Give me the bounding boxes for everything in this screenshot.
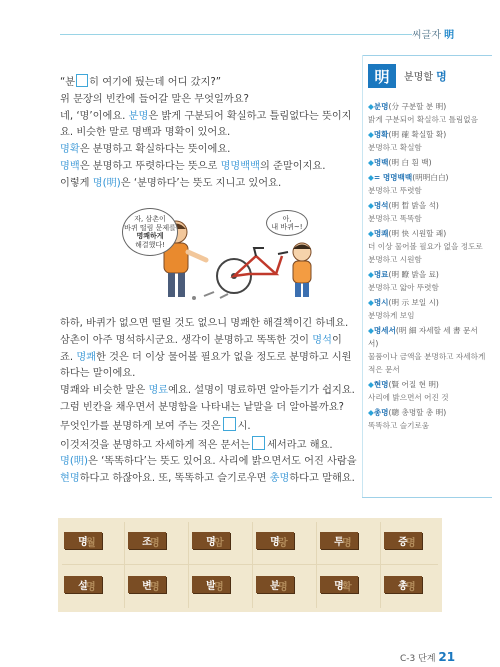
sidebar-item-word: 명백 bbox=[373, 158, 389, 167]
sidebar-item: ◆분명(分 구분할 분 明) 밝게 구분되어 확실하고 틀림없음 bbox=[368, 100, 490, 126]
word-tile-board bbox=[58, 518, 442, 612]
board-letter: 확 bbox=[342, 582, 352, 593]
speech-bubble-child: 아, 내 바퀴~! bbox=[266, 210, 308, 236]
sidebar-item: ◆명확(明 確 확실할 확) 분명하고 확실함 bbox=[368, 128, 490, 154]
word-tile: 발 bbox=[192, 576, 230, 593]
sidebar-item: ◆명백(明 白 흰 백) bbox=[368, 158, 432, 167]
sidebar-item-desc: 분명하게 보임 bbox=[368, 311, 415, 320]
sidebar-item-desc: 분명하고 똑똑함 bbox=[368, 214, 422, 223]
text-line: 이것저것을 분명하고 자세하게 적은 문서는 세서라고 해요. bbox=[60, 436, 350, 455]
blank-box bbox=[223, 417, 236, 431]
text-line: “분 히 여기에 뒀는데 어디 갔지?” bbox=[60, 74, 350, 92]
text-line: 죠. 명쾌한 것은 더 이상 물어볼 필요가 없을 정도로 분명하고 시원 bbox=[60, 351, 352, 363]
board-gridline bbox=[124, 522, 125, 608]
sidebar-bottom-rule bbox=[362, 497, 492, 498]
board-letter: 명 bbox=[406, 582, 416, 593]
sidebar-item-desc: 분명하고 앏아 뚜렷함 bbox=[368, 283, 439, 292]
main-text bbox=[60, 74, 350, 193]
sidebar-item: ◆명석(明 晳 밝을 석) 분명하고 똑똑함 bbox=[368, 199, 490, 225]
sidebar-item-word: 분명 bbox=[373, 102, 389, 111]
word-tile: 명 bbox=[256, 532, 294, 549]
tools-icon bbox=[192, 292, 228, 300]
sidebar-item-hanja: (明 白 흰 백) bbox=[388, 158, 432, 167]
board-gridline bbox=[316, 522, 317, 608]
sidebar-item-desc: 분명하고 확실함 bbox=[368, 143, 422, 152]
header-rule bbox=[60, 34, 412, 35]
sidebar-item: ◆명시(明 示 보일 시) 분명하게 보임 bbox=[368, 296, 490, 322]
text-line: 요. 비슷한 말로 명백과 명확이 있어요. bbox=[60, 127, 231, 139]
sidebar-item-hanja: (明 示 보일 시) bbox=[388, 298, 439, 307]
sidebar-item-hanja: (賢 어질 현 明) bbox=[388, 380, 439, 389]
text-line: 무엇인가를 분명하게 보여 주는 것은 시. bbox=[60, 417, 350, 436]
sidebar-item-word: = 명명백백 bbox=[373, 173, 413, 182]
sidebar-item: ◆= 명명백백(明明白白) 분명하고 뚜렷함 bbox=[368, 171, 490, 197]
blank-box bbox=[76, 74, 88, 87]
board-letter: 명 bbox=[150, 538, 160, 549]
board-gridline bbox=[188, 522, 189, 608]
sidebar-item: ◆총명(聰 총명할 총 明) 똑똑하고 슬기로움 bbox=[368, 406, 490, 432]
word-tile: 증 bbox=[384, 532, 422, 549]
sidebar-item-hanja: (明 確 확실할 확) bbox=[388, 130, 447, 139]
sidebar-item-word: 명확 bbox=[373, 130, 389, 139]
sidebar-item-hanja: (聰 총명할 총 明) bbox=[388, 408, 447, 417]
board-letter: 랑 bbox=[278, 538, 288, 549]
sidebar-item-word: 명료 bbox=[373, 270, 389, 279]
board-gridline bbox=[252, 522, 253, 608]
board-letter: 명 bbox=[406, 538, 416, 549]
word-tile: 투 bbox=[320, 532, 358, 549]
sidebar-item-word: 현명 bbox=[373, 380, 389, 389]
board-gridline bbox=[380, 522, 381, 608]
child-figure bbox=[293, 243, 311, 297]
text-line: 명쾌와 비슷한 말은 명료예요. 설명이 명료하면 알아듣기가 쉽지요. bbox=[60, 385, 355, 397]
text-line: 이렇게 명(明)은 ‘분명하다’는 뜻도 지니고 있어요. bbox=[60, 177, 282, 189]
sidebar-item-word: 명세서 bbox=[373, 326, 396, 335]
text-line: 그럼 빈칸을 채우면서 분명함을 나타내는 낱말을 더 알아볼까요? bbox=[60, 401, 344, 413]
sidebar-item-word: 명쾌 bbox=[373, 229, 389, 238]
sidebar-item: ◆명세서(明 細 자세할 세 書 문서 서) 물품이나 금액을 분명하고 자세하게 적은 문서 bbox=[368, 324, 490, 376]
board-letter: 암 bbox=[214, 538, 224, 549]
sidebar-word-list bbox=[368, 100, 490, 434]
word-tile: 분 bbox=[256, 576, 294, 593]
word-tile: 변 bbox=[128, 576, 166, 593]
sidebar-item-desc: 사리에 밝으면서 어진 것 bbox=[368, 393, 449, 402]
sidebar-item-word: 명석 bbox=[373, 201, 389, 210]
sidebar-hanja-label: 분명할 명 bbox=[404, 70, 447, 83]
unit-label: C-3 단계 bbox=[400, 654, 436, 664]
board-gridline bbox=[62, 564, 438, 565]
text-line: 하다는 말이에요. bbox=[60, 368, 136, 380]
text-line: 명백은 분명하고 뚜렷하다는 뜻으로 명명백백의 준말이지요. bbox=[60, 160, 326, 172]
sidebar-item-word: 총명 bbox=[373, 408, 389, 417]
sidebar-item-desc: 더 이상 물어볼 필요가 없을 정도로 분명하고 시원함 bbox=[368, 242, 483, 264]
sidebar-item: ◆명쾌(明 快 시원할 쾌) 더 이상 물어볼 필요가 없을 정도로 분명하고 시원함 bbox=[368, 227, 490, 266]
word-tile: 총 bbox=[384, 576, 422, 593]
bicycle-icon bbox=[217, 248, 288, 293]
sidebar-item-hanja: (明 晳 밝을 석) bbox=[388, 201, 439, 210]
text-line: 명(明)은 ‘똑똑하다’는 뜻도 있어요. 사리에 밝으면서도 어진 사람을 bbox=[60, 456, 357, 468]
word-tile: 명 bbox=[192, 532, 230, 549]
board-letter: 월 bbox=[86, 538, 96, 549]
main-text-2 bbox=[60, 316, 357, 488]
text-line: 명확은 분명하고 확실하다는 뜻이에요. bbox=[60, 144, 231, 156]
blank-box bbox=[252, 436, 265, 450]
sidebar-item-hanja: (明 細 자세할 세 書 문서 서) bbox=[368, 326, 478, 348]
sidebar-item-desc: 똑똑하고 슬기로움 bbox=[368, 421, 430, 430]
word-tile: 명 bbox=[320, 576, 358, 593]
board-letter: 명 bbox=[150, 582, 160, 593]
speech-bubble-uncle: 자, 삼촌이 바퀴 떨림 문제를 명쾌하게 해결했다! bbox=[122, 208, 178, 256]
page-number: 21 bbox=[438, 650, 456, 664]
header-label-text: 씨글자 bbox=[412, 30, 441, 41]
text-line: 위 문장의 빈칸에 들어갈 말은 무엇일까요? bbox=[60, 93, 249, 105]
text-line: 하하, 바퀴가 없으면 떨릴 것도 없으니 명쾌한 해결책이긴 하네요. bbox=[60, 318, 349, 329]
word-tile: 설 bbox=[64, 576, 102, 593]
sidebar-item-hanja: (明 快 시원할 쾌) bbox=[388, 229, 447, 238]
header-hanja: 明 bbox=[444, 30, 455, 41]
sidebar-item-desc: 분명하고 뚜렷함 bbox=[368, 186, 422, 195]
board-letter: 명 bbox=[278, 582, 288, 593]
sidebar-item: ◆명료(明 瞭 밝을 료) 분명하고 앏아 뚜렷함 bbox=[368, 268, 490, 294]
text-line: 삼촌이 아주 명석하시군요. 생각이 분명하고 똑똑한 것이 명석이 bbox=[60, 334, 342, 346]
sidebar-item-desc: 밝게 구분되어 확실하고 틀림없음 bbox=[368, 115, 478, 124]
text-line: 네, ‘명’이에요. 분명은 밝게 구분되어 확실하고 틀림없다는 뜻이지 bbox=[60, 110, 352, 122]
text-line: 현명하다고 하잖아요. 또, 똑똑하고 슬기로우면 총명하다고 말해요. bbox=[60, 473, 355, 485]
sidebar-item-hanja: (明 瞭 밝을 료) bbox=[388, 270, 439, 279]
word-tile: 명 bbox=[64, 532, 102, 549]
sidebar-item-hanja: (分 구분할 분 明) bbox=[388, 102, 447, 111]
page-footer bbox=[400, 650, 455, 664]
sidebar-item-desc: 물품이나 금액을 분명하고 자세하게 적은 문서 bbox=[368, 352, 486, 374]
sidebar-item-word: 명시 bbox=[373, 298, 389, 307]
sidebar-hanja-box: 明 bbox=[368, 64, 396, 88]
board-letter: 명 bbox=[214, 582, 224, 593]
word-tile: 조 bbox=[128, 532, 166, 549]
sidebar-item-hanja: (明明白白) bbox=[412, 173, 449, 182]
sidebar-divider bbox=[362, 55, 363, 497]
header-label bbox=[412, 26, 454, 41]
board-letter: 명 bbox=[86, 582, 96, 593]
board-letter: 명 bbox=[342, 538, 352, 549]
sidebar-item: ◆현명(賢 어질 현 明) 사리에 밝으면서 어진 것 bbox=[368, 378, 490, 404]
sidebar-top-rule bbox=[362, 55, 492, 56]
